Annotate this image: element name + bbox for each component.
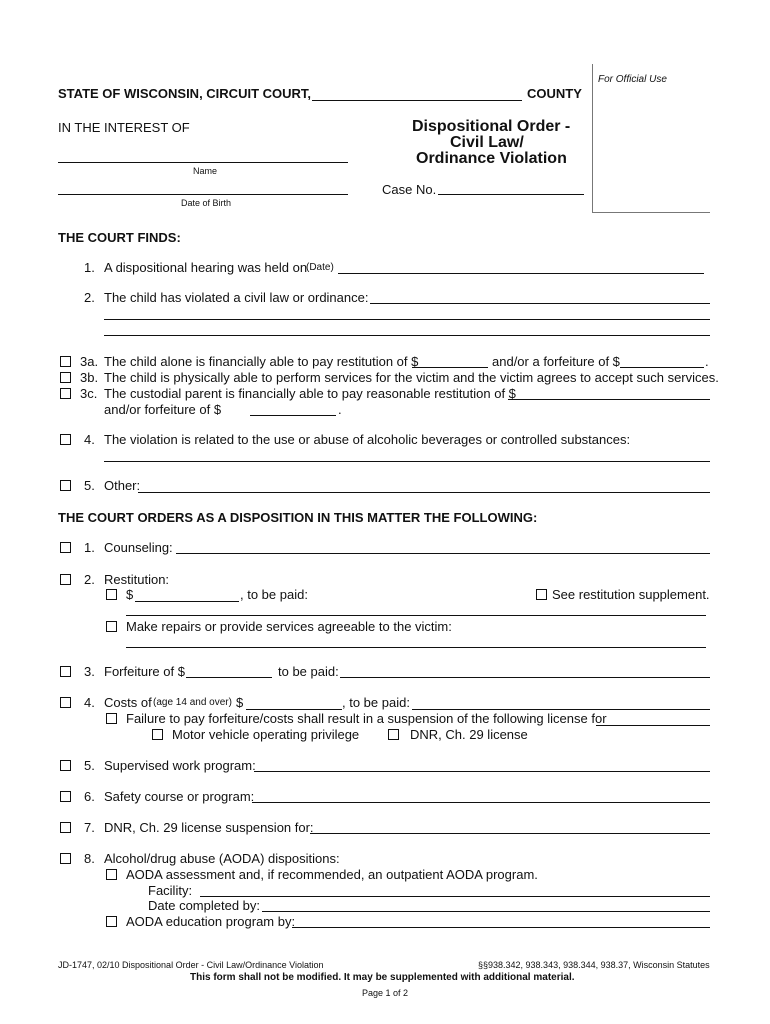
- court-orders-heading: THE COURT ORDERS AS A DISPOSITION IN THIS MATTER THE FOLLOWING:: [58, 510, 538, 525]
- violation-field-1[interactable]: [370, 303, 710, 304]
- finds-item1-text: A dispositional hearing was held on: [104, 260, 308, 275]
- state-court-label: STATE OF WISCONSIN, CIRCUIT COURT,: [58, 86, 312, 101]
- order-5-text: Supervised work program:: [104, 758, 256, 773]
- finds-3a-text: The child alone is financially able to pay restitution of $: [104, 354, 419, 369]
- case-no-label: Case No.: [382, 182, 437, 197]
- order-6-num: 6.: [84, 789, 95, 804]
- motor-vehicle-checkbox[interactable]: [152, 729, 163, 740]
- order-7-checkbox[interactable]: [60, 822, 71, 833]
- order-2-num: 2.: [84, 572, 95, 587]
- finds-5-text: Other:: [104, 478, 141, 493]
- form-title-line3: Ordinance Violation: [416, 150, 567, 167]
- page-number: Page 1 of 2: [362, 988, 409, 998]
- repairs-text: Make repairs or provide services agreeable to the victim:: [126, 619, 452, 634]
- aoda-assessment-checkbox[interactable]: [106, 869, 117, 880]
- costs-amount-field[interactable]: [246, 709, 342, 710]
- order-1-checkbox[interactable]: [60, 542, 71, 553]
- violation-field-2[interactable]: [104, 319, 710, 320]
- finds-item1-date-label: (Date): [306, 262, 334, 273]
- repairs-field[interactable]: [126, 647, 706, 648]
- order-4-age: (age 14 and over): [153, 697, 232, 708]
- finds-3c-num: 3c.: [80, 386, 98, 401]
- forfeiture-payment-field[interactable]: [340, 677, 710, 678]
- forfeiture-amount-field[interactable]: [186, 677, 272, 678]
- finds-3c-text: The custodial parent is financially able to pay reasonable restitution of $: [104, 386, 516, 401]
- order-4-paid: , to be paid:: [342, 695, 410, 710]
- order-1-num: 1.: [84, 540, 95, 555]
- dnr-license-label: DNR, Ch. 29 license: [410, 727, 528, 742]
- finds-5-checkbox[interactable]: [60, 480, 71, 491]
- modification-notice: This form shall not be modified. It may be supplemented with additional material.: [190, 972, 575, 983]
- finds-3b-text: The child is physically able to perform services for the victim and the victim agrees to accept such services.: [104, 370, 719, 385]
- restitution-supplement-checkbox[interactable]: [536, 589, 547, 600]
- order-8-num: 8.: [84, 851, 95, 866]
- restitution-supplement-label: See restitution supplement.: [552, 587, 710, 602]
- finds-3a-period: .: [705, 354, 709, 369]
- aoda-date-field[interactable]: [262, 911, 710, 912]
- form-title-line1: Dispositional Order -: [412, 118, 571, 135]
- parent-restitution-field[interactable]: [508, 399, 710, 400]
- order-6-checkbox[interactable]: [60, 791, 71, 802]
- order-2-checkbox[interactable]: [60, 574, 71, 585]
- order-3-num: 3.: [84, 664, 95, 679]
- finds-4-checkbox[interactable]: [60, 434, 71, 445]
- motor-vehicle-label: Motor vehicle operating privilege: [172, 727, 360, 742]
- finds-4-text: The violation is related to the use or abuse of alcoholic beverages or controlled substances:: [104, 432, 631, 447]
- in-interest-label: IN THE INTEREST OF: [58, 120, 190, 135]
- work-program-field[interactable]: [254, 771, 710, 772]
- county-label: COUNTY: [527, 86, 582, 101]
- finds-3b-num: 3b.: [80, 370, 99, 385]
- restitution-dollar-sign: $: [126, 587, 134, 602]
- costs-payment-field[interactable]: [412, 709, 710, 710]
- order-4-dollar: $: [236, 695, 244, 710]
- alcohol-substance-field[interactable]: [104, 461, 710, 462]
- aoda-education-text: AODA education program by:: [126, 914, 296, 929]
- finds-3a-text-b: and/or a forfeiture of $: [492, 354, 620, 369]
- finds-item2-text: The child has violated a civil law or ordinance:: [104, 290, 369, 305]
- form-id: JD-1747, 02/10 Dispositional Order - Civil Law/Ordinance Violation: [58, 960, 324, 970]
- order-8-checkbox[interactable]: [60, 853, 71, 864]
- name-field[interactable]: [58, 162, 348, 163]
- official-use-border-left: [592, 64, 593, 212]
- finds-4-num: 4.: [84, 432, 95, 447]
- order-3-paid: to be paid:: [278, 664, 339, 679]
- finds-5-num: 5.: [84, 478, 95, 493]
- dob-label: Date of Birth: [181, 198, 232, 208]
- order-4-text: Costs of: [104, 695, 152, 710]
- finds-3c-checkbox[interactable]: [60, 388, 71, 399]
- aoda-education-checkbox[interactable]: [106, 916, 117, 927]
- finds-3c-text2: and/or forfeiture of $: [104, 402, 222, 417]
- restitution-amount-3a-field[interactable]: [412, 367, 488, 368]
- finds-3a-checkbox[interactable]: [60, 356, 71, 367]
- aoda-education-field[interactable]: [292, 927, 710, 928]
- restitution-amount-checkbox[interactable]: [106, 589, 117, 600]
- form-title-line2: Civil Law/: [450, 134, 524, 151]
- case-no-field[interactable]: [438, 194, 584, 195]
- restitution-to-be-paid: , to be paid:: [240, 587, 308, 602]
- order-5-num: 5.: [84, 758, 95, 773]
- order-3-checkbox[interactable]: [60, 666, 71, 677]
- aoda-facility-field[interactable]: [200, 896, 710, 897]
- restitution-payment-field[interactable]: [126, 615, 706, 616]
- repairs-checkbox[interactable]: [106, 621, 117, 632]
- order-7-text: DNR, Ch. 29 license suspension for:: [104, 820, 314, 835]
- hearing-date-field[interactable]: [338, 273, 704, 274]
- restitution-amount-field[interactable]: [135, 601, 239, 602]
- aoda-facility-label: Facility:: [148, 883, 193, 898]
- order-7-num: 7.: [84, 820, 95, 835]
- statutes: §§938.342, 938.343, 938.344, 938.37, Wisconsin Statutes: [478, 960, 710, 970]
- order-5-checkbox[interactable]: [60, 760, 71, 771]
- dnr-suspension-field[interactable]: [310, 833, 710, 834]
- finds-3c-period: .: [338, 402, 342, 417]
- license-suspension-text: Failure to pay forfeiture/costs shall result in a suspension of the following license for: [126, 711, 607, 726]
- aoda-date-label: Date completed by:: [148, 898, 261, 913]
- finds-item2-num: 2.: [84, 290, 95, 305]
- order-3-text: Forfeiture of $: [104, 664, 185, 679]
- order-8-text: Alcohol/drug abuse (AODA) dispositions:: [104, 851, 340, 866]
- safety-course-field[interactable]: [252, 802, 710, 803]
- violation-field-3[interactable]: [104, 335, 710, 336]
- order-4-num: 4.: [84, 695, 95, 710]
- other-findings-field[interactable]: [138, 492, 710, 493]
- license-suspension-checkbox[interactable]: [106, 713, 117, 724]
- aoda-assessment-text: AODA assessment and, if recommended, an outpatient AODA program.: [126, 867, 538, 882]
- counseling-field[interactable]: [176, 553, 710, 554]
- county-name-field[interactable]: [312, 100, 522, 101]
- finds-3b-checkbox[interactable]: [60, 372, 71, 383]
- finds-item1-num: 1.: [84, 260, 95, 275]
- official-use-border-bottom: [592, 212, 710, 213]
- name-label: Name: [193, 166, 218, 176]
- order-1-text: Counseling:: [104, 540, 173, 555]
- order-6-text: Safety course or program:: [104, 789, 255, 804]
- order-4-checkbox[interactable]: [60, 697, 71, 708]
- order-2-text: Restitution:: [104, 572, 170, 587]
- court-finds-heading: THE COURT FINDS:: [58, 230, 181, 245]
- finds-3a-num: 3a.: [80, 354, 99, 369]
- forfeiture-amount-3a-field[interactable]: [620, 367, 704, 368]
- official-use-label: For Official Use: [598, 74, 667, 85]
- dob-field[interactable]: [58, 194, 348, 195]
- license-suspension-field[interactable]: [596, 725, 710, 726]
- dnr-license-checkbox[interactable]: [388, 729, 399, 740]
- parent-forfeiture-field[interactable]: [250, 415, 336, 416]
